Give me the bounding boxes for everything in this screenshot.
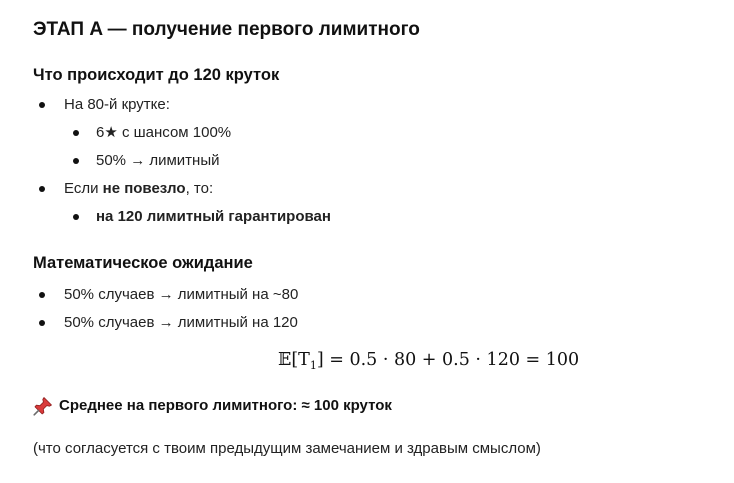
summary-text: Среднее на первого лимитного: ≈ 100 круток — [59, 397, 392, 414]
bullet-icon — [73, 130, 79, 136]
unlucky-bold: не повезло — [102, 180, 186, 197]
section-title-expectation: Математическое ожидание — [33, 254, 253, 272]
list-item-unlucky — [64, 179, 213, 199]
stage-heading: ЭТАП A — получение первого лимитного — [33, 19, 420, 40]
unlucky-prefix: Если — [64, 180, 103, 197]
pushpin-icon — [33, 396, 53, 416]
unlucky-suffix: , то: — [185, 180, 214, 197]
formula-subscript: 1 — [309, 359, 317, 372]
bullet-icon — [39, 292, 45, 298]
bullet-icon — [39, 186, 45, 192]
list-item-case-120: 50% случаев → лимитный на 120 — [64, 314, 298, 331]
list-item-guaranteed-120: на 120 лимитный гарантирован — [96, 208, 331, 225]
expectation-formula — [278, 350, 579, 370]
note-text: (что согласуется с твоим предыдущим замечанием и здравым смыслом) — [33, 440, 541, 457]
bullet-icon — [73, 158, 79, 164]
list-item-6star-chance: 6★ с шансом 100% — [96, 124, 232, 141]
bullet-icon — [73, 214, 79, 220]
formula-lhs: 𝔼[T — [278, 350, 310, 370]
list-item-50-limited: 50% → лимитный — [96, 152, 220, 169]
formula-rhs: ] = 0.5 · 80 + 0.5 · 120 = 100 — [316, 350, 580, 370]
list-item-case-80: 50% случаев → лимитный на ~80 — [64, 286, 299, 303]
bullet-icon — [39, 102, 45, 108]
bullet-icon — [39, 320, 45, 326]
section-title-what-happens: Что происходит до 120 круток — [33, 66, 280, 84]
list-item-80th-pull: На 80-й крутке: — [64, 96, 170, 113]
